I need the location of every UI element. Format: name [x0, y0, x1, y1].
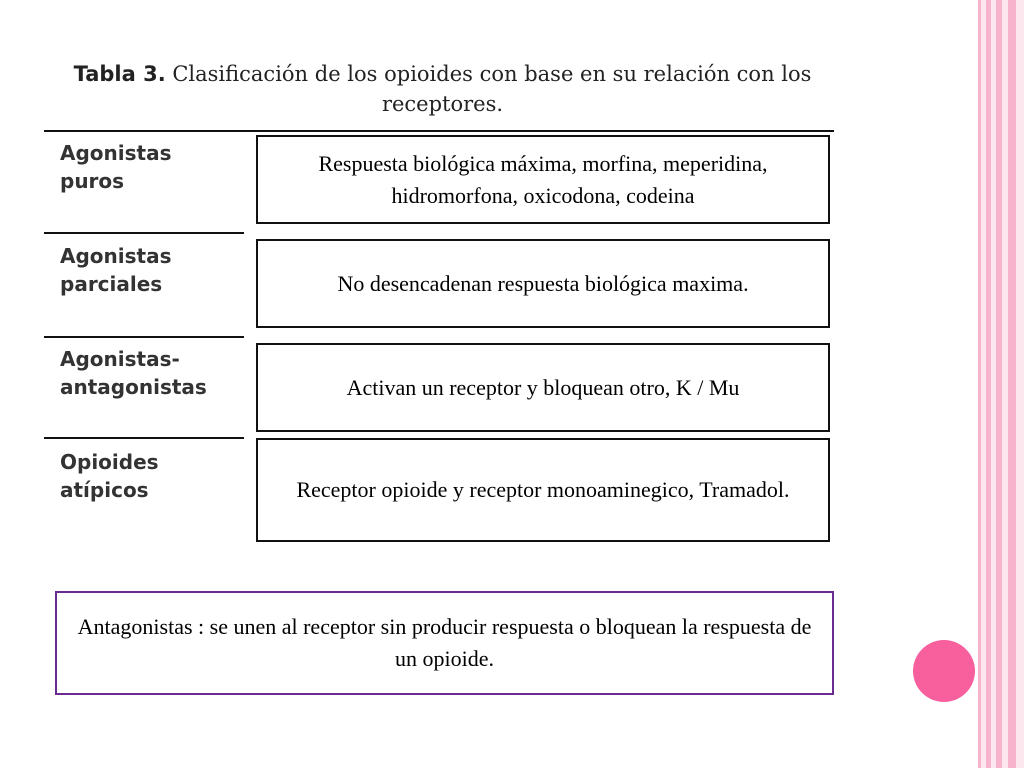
table-top-rule	[44, 130, 834, 132]
row-divider	[44, 232, 244, 234]
row-label-agonistas-antagonistas: Agonistas-antagonistas	[60, 347, 207, 399]
row-divider	[44, 437, 244, 439]
border-stripe	[986, 0, 991, 768]
antagonists-note-box	[55, 591, 834, 695]
decorative-circle-icon	[913, 640, 975, 702]
description-text: No desencadenan respuesta biológica maxima.	[337, 270, 749, 296]
description-text: Receptor opioide y receptor monoaminegico, Tramadol.	[296, 477, 790, 502]
border-stripe	[996, 0, 1002, 768]
row-label-opioides-atipicos: Opioides atípicos	[60, 450, 159, 502]
row-label-agonistas-puros: Agonistas puros	[60, 141, 172, 193]
row-divider	[44, 336, 244, 338]
table-caption: Clasificación de los opioides con base en su relación con los receptores.	[165, 62, 812, 116]
description-box-agonistas-antagonistas	[256, 343, 830, 432]
description-text: Respuesta biológica máxima, morfina, meperidina, hidromorfona, oxicodona, codeina	[318, 150, 768, 208]
description-box-agonistas-parciales	[256, 239, 830, 328]
description-text: Activan un receptor y bloquean otro, K / Mu	[346, 374, 740, 400]
description-box-opioides-atipicos	[256, 438, 830, 542]
antagonists-note-text: Antagonistas : se unen al receptor sin producir respuesta o bloquean la respuesta de un opioide.	[77, 614, 812, 671]
description-box-agonistas-puros	[256, 135, 830, 224]
border-stripe	[978, 0, 981, 768]
table-title	[60, 59, 825, 119]
border-stripe	[1008, 0, 1016, 768]
table-number: Tabla 3.	[73, 62, 166, 86]
row-label-agonistas-parciales: Agonistas parciales	[60, 244, 172, 296]
